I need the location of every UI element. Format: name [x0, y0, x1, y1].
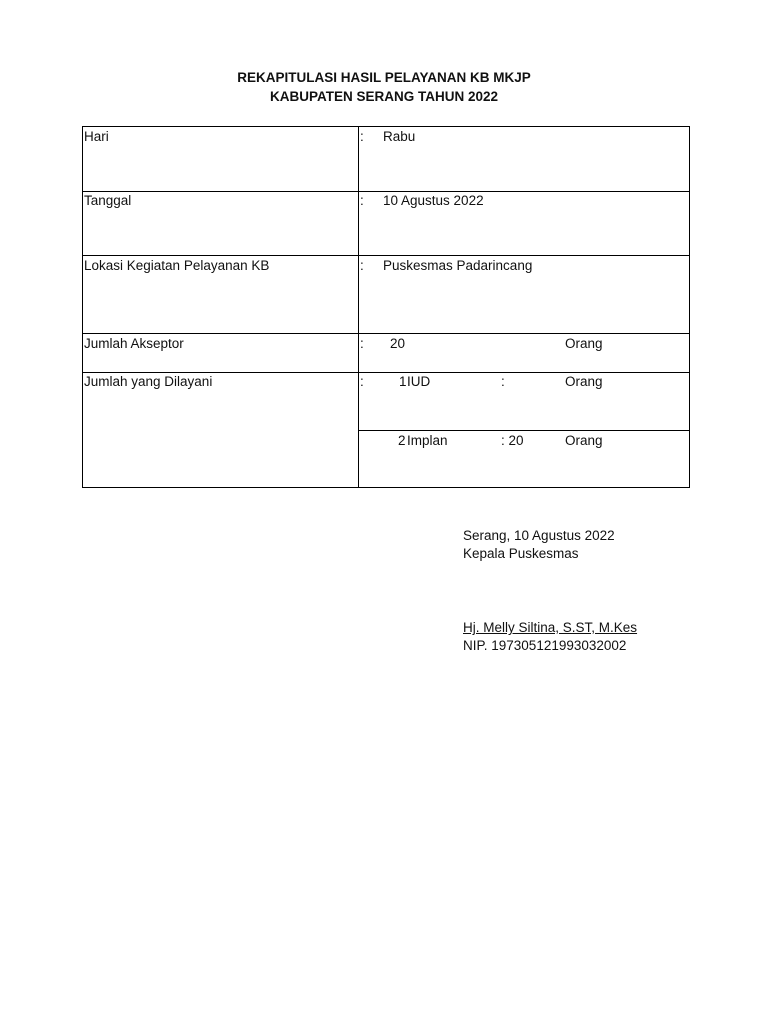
signature-role: Kepala Puskesmas	[463, 546, 579, 561]
sub-item-unit-implan: Orang	[565, 433, 603, 448]
row-divider	[83, 372, 689, 373]
separator-colon: :	[360, 336, 364, 351]
separator-colon: :	[360, 258, 364, 273]
sub-item-number: 1	[399, 374, 407, 389]
row-value-tanggal: 10 Agustus 2022	[383, 193, 484, 208]
row-divider	[83, 191, 689, 192]
column-divider	[358, 127, 359, 487]
separator-colon: :	[360, 129, 364, 144]
sub-item-value-iud: :	[501, 374, 505, 389]
document-subtitle: KABUPATEN SERANG TAHUN 2022	[269, 89, 499, 104]
row-label-jumlah-dilayani: Jumlah yang Dilayani	[84, 374, 213, 389]
row-divider	[83, 255, 689, 256]
row-divider	[83, 333, 689, 334]
row-unit-jumlah-akseptor: Orang	[565, 336, 603, 351]
row-value-hari: Rabu	[383, 129, 416, 144]
row-label-tanggal: Tanggal	[84, 193, 132, 208]
sub-item-unit-iud: Orang	[565, 374, 603, 389]
row-value-jumlah-akseptor: 20	[390, 336, 406, 351]
row-value-lokasi: Puskesmas Padarincang	[383, 258, 533, 273]
document-title: REKAPITULASI HASIL PELAYANAN KB MKJP	[237, 70, 531, 85]
signature-nip: NIP. 197305121993032002	[463, 638, 627, 653]
sub-item-name-iud: IUD	[407, 374, 431, 389]
row-label-hari: Hari	[84, 129, 109, 144]
sub-item-value-implan: : 20	[501, 433, 524, 448]
sub-row-divider	[359, 430, 689, 431]
sub-item-number: 2	[398, 433, 406, 448]
row-label-jumlah-akseptor: Jumlah Akseptor	[84, 336, 184, 351]
signature-name: Hj. Melly Siltina, S.ST, M.Kes	[463, 620, 638, 635]
signature-place-date: Serang, 10 Agustus 2022	[463, 528, 615, 543]
row-label-lokasi: Lokasi Kegiatan Pelayanan KB	[84, 258, 270, 273]
separator-colon: :	[360, 193, 364, 208]
sub-item-name-implan: Implan	[407, 433, 448, 448]
separator-colon: :	[360, 374, 364, 389]
recap-table	[82, 126, 690, 488]
